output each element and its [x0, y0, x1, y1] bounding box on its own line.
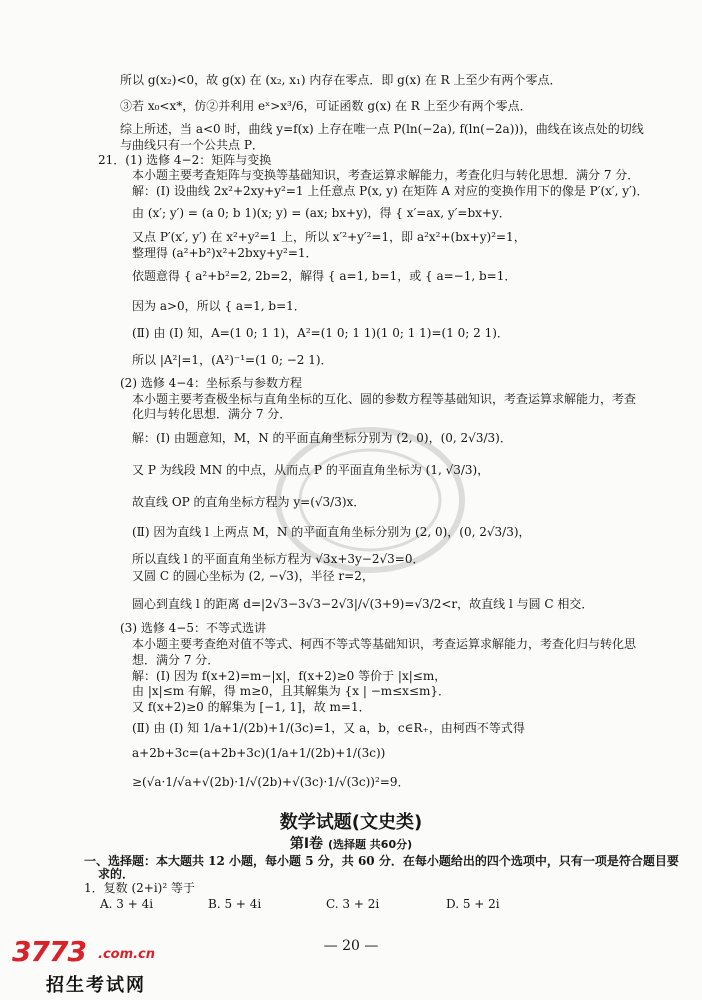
text-line: 又点 P′(x′, y′) 在 x²+y²=1 上，所以 x′²+y′²=1，即 a²x²+(bx+y)²=1，	[132, 230, 526, 244]
text-line: 又圆 C 的圆心坐标为 (2, −√3)，半径 r=2，	[132, 569, 374, 583]
text-line: 所以 |A²|=1，(A²)⁻¹=(1 0; −2 1)．	[132, 353, 333, 367]
section-instruction: 一、选择题：本大题共 12 小题，每小题 5 分，共 60 分．在每小题给出的四个选项中，只有一项是符合题目要	[84, 854, 679, 868]
text-line: 又 P 为线段 MN 的中点，从而点 P 的平面直角坐标为 (1, √3/3)，	[132, 463, 490, 477]
text-line: ≥(√a·1/√a+√(2b)·1/√(2b)+√(3c)·1/√(3c))²=9．	[132, 775, 410, 789]
text-line: 解：(Ⅰ) 由题意知，M，N 的平面直角坐标分别为 (2, 0)，(0, 2√3/3)．	[132, 431, 512, 445]
logo-chinese-name: 招生考试网	[46, 975, 146, 996]
text-line: 化归与转化思想．满分 7 分．	[132, 407, 292, 421]
text-line: 由 |x|≤m 有解，得 m≥0，且其解集为 {x | −m≤x≤m}．	[132, 684, 451, 698]
text-line: ③若 x₀<x*，仿②并利用 eˣ>x³/6，可证函数 g(x) 在 R 上至少有两个零点．	[120, 99, 532, 113]
text-line: 与曲线只有一个公共点 P．	[120, 138, 264, 152]
section-instruction-cont: 求的．	[98, 867, 135, 881]
text-line: 又 f(x+2)≥0 的解集为 [−1, 1]，故 m=1．	[132, 700, 371, 714]
text-line: 由 (x′; y′) = (a 0; b 1)(x; y) = (ax; bx+y)，得 { x′=ax, y′=bx+y．	[132, 206, 511, 220]
option-a: A. 3 + 4i	[100, 897, 154, 911]
text-line: 所以直线 l 的平面直角坐标方程为 √3x+3y−2√3=0．	[132, 552, 425, 566]
section-heading: (3) 选修 4−5：不等式选讲	[120, 621, 266, 635]
option-d: D. 5 + 2i	[446, 897, 500, 911]
text-line: 因为 a>0，所以 { a=1, b=1．	[132, 299, 306, 313]
text-line: 本小题主要考查绝对值不等式、柯西不等式等基础知识，考查运算求解能力，考查化归与转化思	[132, 637, 637, 651]
text-line: (Ⅱ) 因为直线 l 上两点 M，N 的平面直角坐标分别为 (2, 0)，(0, 2√3/3)，	[132, 525, 531, 539]
text-line: 整理得 (a²+b²)x²+2bxy+y²=1．	[132, 246, 318, 260]
text-line: (Ⅱ) 由 (Ⅰ) 知 1/a+1/(2b)+1/(3c)=1，又 a，b，c∈R₊，由柯西不等式得	[132, 721, 525, 735]
site-logo[interactable]	[12, 935, 202, 997]
exam-title: 数学试题(文史类)	[279, 812, 423, 833]
option-b: B. 5 + 4i	[208, 897, 262, 911]
page-number: — 20 —	[323, 938, 379, 954]
text-line: 本小题主要考查极坐标与直角坐标的互化、圆的参数方程等基础知识，考查运算求解能力，考查	[132, 392, 637, 406]
text-line: 依题意得 { a²+b²=2, 2b=2，解得 { a=1, b=1，或 { a=−1, b=1．	[132, 269, 517, 283]
text-line: 所以 g(x₂)<0，故 g(x) 在 (x₂, x₁) 内存在零点．即 g(x) 在 R 上至少有两个零点．	[120, 73, 562, 87]
text-line: 本小题主要考查矩阵与变换等基础知识，考查运算求解能力，考查化归与转化思想．满分 7 分．	[132, 168, 640, 182]
text-line: 故直线 OP 的直角坐标方程为 y=(√3/3)x．	[132, 495, 366, 509]
part-note: (选择题 共60分)	[327, 838, 413, 851]
part-title-text: 第Ⅰ卷	[289, 836, 324, 852]
text-line: 圆心到直线 l 的距离 d=|2√3−3√3−2√3|/√(3+9)=√3/2<r，故直线 l 与圆 C 相交．	[132, 597, 594, 611]
text-line: 综上所述，当 a<0 时，曲线 y=f(x) 上存在唯一点 P(ln(−2a), f(ln(−2a)))，曲线在该点处的切线	[120, 122, 644, 136]
section-heading: (2) 选修 4−4：坐标系与参数方程	[120, 376, 302, 390]
question-1: 1．复数 (2+i)² 等于	[84, 881, 195, 895]
question-heading: 21．(1) 选修 4−2：矩阵与变换	[98, 153, 272, 167]
text-line: (Ⅱ) 由 (Ⅰ) 知，A=(1 0; 1 1)，A²=(1 0; 1 1)(1 0; 1 1)=(1 0; 2 1)．	[132, 326, 509, 340]
text-line: 解：(Ⅰ) 设曲线 2x²+2xy+y²=1 上任意点 P(x, y) 在矩阵 A 对应的变换作用下的像是 P′(x′, y′)．	[132, 184, 649, 198]
logo-number: 3773	[12, 935, 86, 968]
option-c: C. 3 + 2i	[326, 897, 380, 911]
part-title	[0, 833, 702, 853]
text-line: 想．满分 7 分．	[132, 653, 220, 667]
text-line: a+2b+3c=(a+2b+3c)(1/a+1/(2b)+1/(3c))	[132, 746, 386, 760]
text-line: 解：(Ⅰ) 因为 f(x+2)=m−|x|，f(x+2)≥0 等价于 |x|≤m，	[132, 669, 447, 683]
logo-domain: .com.cn	[98, 947, 156, 962]
